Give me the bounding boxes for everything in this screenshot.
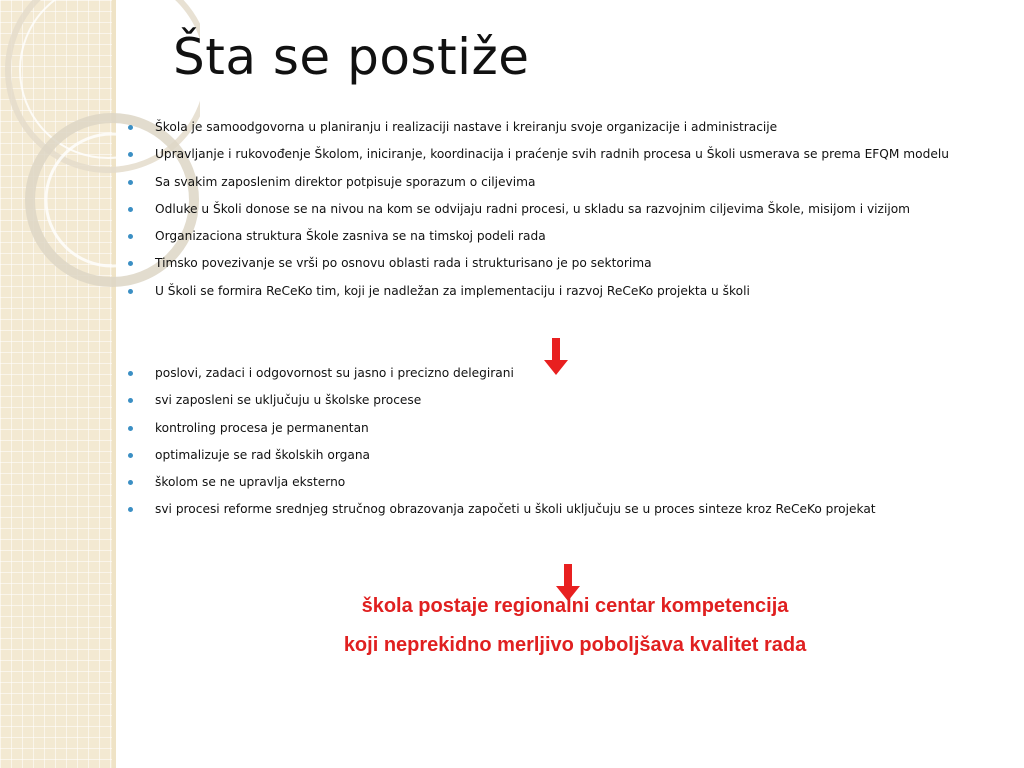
bullet-list-main bbox=[128, 118, 949, 309]
conclusion-line-2: koji neprekidno merljivo poboljšava kvalitet rada bbox=[343, 634, 807, 656]
list-item: školom se ne upravlja eksterno bbox=[128, 473, 876, 500]
list-item: U Školi se formira ReCeKo tim, koji je nadležan za implementaciju i razvoj ReCeKo projekta u školi bbox=[128, 282, 949, 309]
list-item: optimalizuje se rad školskih organa bbox=[128, 446, 876, 473]
list-item: Škola je samoodgovorna u planiranju i realizaciji nastave i kreiranju svoje organizacije i administracije bbox=[128, 118, 949, 145]
list-item: kontroling procesa je permanentan bbox=[128, 419, 876, 446]
slide-title: Šta se postiže bbox=[173, 28, 530, 86]
list-item: Upravljanje i rukovođenje Školom, iniciranje, koordinacija i praćenje svih radnih procesa u Školi usmerava se prema EFQM modelu bbox=[128, 145, 949, 172]
conclusion-line-1: škola postaje regionalni centar kompetencija bbox=[361, 595, 789, 617]
bullet-list-results bbox=[128, 364, 876, 528]
list-item: Sa svakim zaposlenim direktor potpisuje sporazum o ciljevima bbox=[128, 173, 949, 200]
list-item: Odluke u Školi donose se na nivou na kom se odvijaju radni procesi, u skladu sa razvojnim ciljevima Škole, misijom i vizijom bbox=[128, 200, 949, 227]
list-item: Timsko povezivanje se vrši po osnovu oblasti rada i strukturisano je po sektorima bbox=[128, 254, 949, 281]
list-item: svi zaposleni se uključuju u školske procese bbox=[128, 391, 876, 418]
list-item: svi procesi reforme srednjeg stručnog obrazovanja započeti u školi uključuju se u proces sinteze kroz ReCeKo projekat bbox=[128, 500, 876, 527]
list-item: poslovi, zadaci i odgovornost su jasno i precizno delegirani bbox=[128, 364, 876, 391]
list-item: Organizaciona struktura Škole zasniva se na timskoj podeli rada bbox=[128, 227, 949, 254]
